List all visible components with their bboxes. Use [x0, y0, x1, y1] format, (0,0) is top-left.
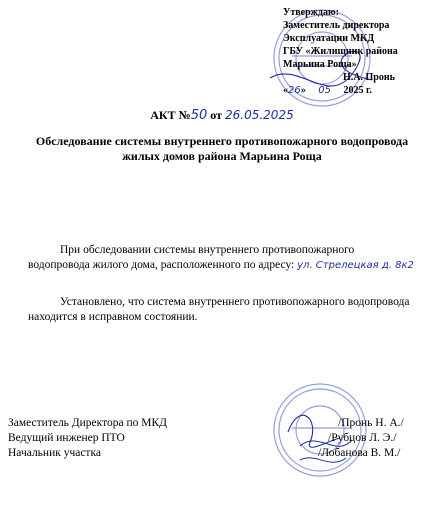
approval-signer: Н.А. Пронь: [343, 72, 395, 83]
body-paragraph-2: [28, 295, 428, 325]
signer-position: Заместитель Директора по МКД: [8, 417, 167, 429]
subject-line: жилых домов района Марьина Роща: [122, 149, 322, 163]
signer-name: /Рубцов Л. Э./: [328, 432, 397, 444]
approval-line: Марьина Роща»: [283, 59, 357, 70]
act-number: 50: [190, 108, 208, 123]
signer-name: /Лобанова В. М./: [318, 447, 401, 459]
signer-position: Ведущий инженер ПТО: [8, 432, 125, 444]
act-date-prefix: от: [210, 108, 222, 122]
approval-heading: Утверждаю:: [283, 7, 339, 18]
date-quote-open: «: [283, 85, 288, 96]
body-paragraph-1: [28, 243, 428, 273]
address-handwritten: ул. Стрелецкая д. 8к2: [297, 260, 414, 271]
act-title: [0, 108, 444, 123]
act-date: 26.05.2025: [225, 108, 294, 122]
p1-line: водопровода жилого дома, расположенного по адресу:: [28, 259, 295, 271]
approval-date: [283, 84, 398, 97]
p2-text: Установлено, что система внутреннего противопожарного водопровода находится в исправном состоянии.: [28, 296, 410, 323]
subject-line: Обследование системы внутреннего противопожарного водопровода: [35, 134, 409, 148]
approval-date-month: 05: [318, 85, 331, 96]
date-quote-close: »: [300, 85, 306, 96]
p1-line2-row: [28, 258, 428, 273]
signer-name: /Пронь Н. А./: [338, 417, 404, 429]
signers-names: [318, 416, 404, 461]
approval-date-year: 2025 г.: [343, 85, 372, 96]
p1-line: При обследовании системы внутреннего противопожарного: [60, 244, 355, 256]
signer-position: Начальник участка: [8, 447, 101, 459]
approval-date-day: 26: [288, 85, 301, 96]
approval-block: [283, 6, 398, 97]
act-prefix: АКТ №: [150, 108, 191, 122]
approval-line: ГБУ «Жилищник района: [283, 46, 398, 57]
document-subject: [20, 134, 424, 164]
approval-line: Эксплуатации МКД: [283, 33, 375, 44]
approval-signer-row: [283, 71, 398, 84]
signers-positions: [8, 416, 167, 461]
approval-line: Заместитель директора: [283, 20, 390, 31]
